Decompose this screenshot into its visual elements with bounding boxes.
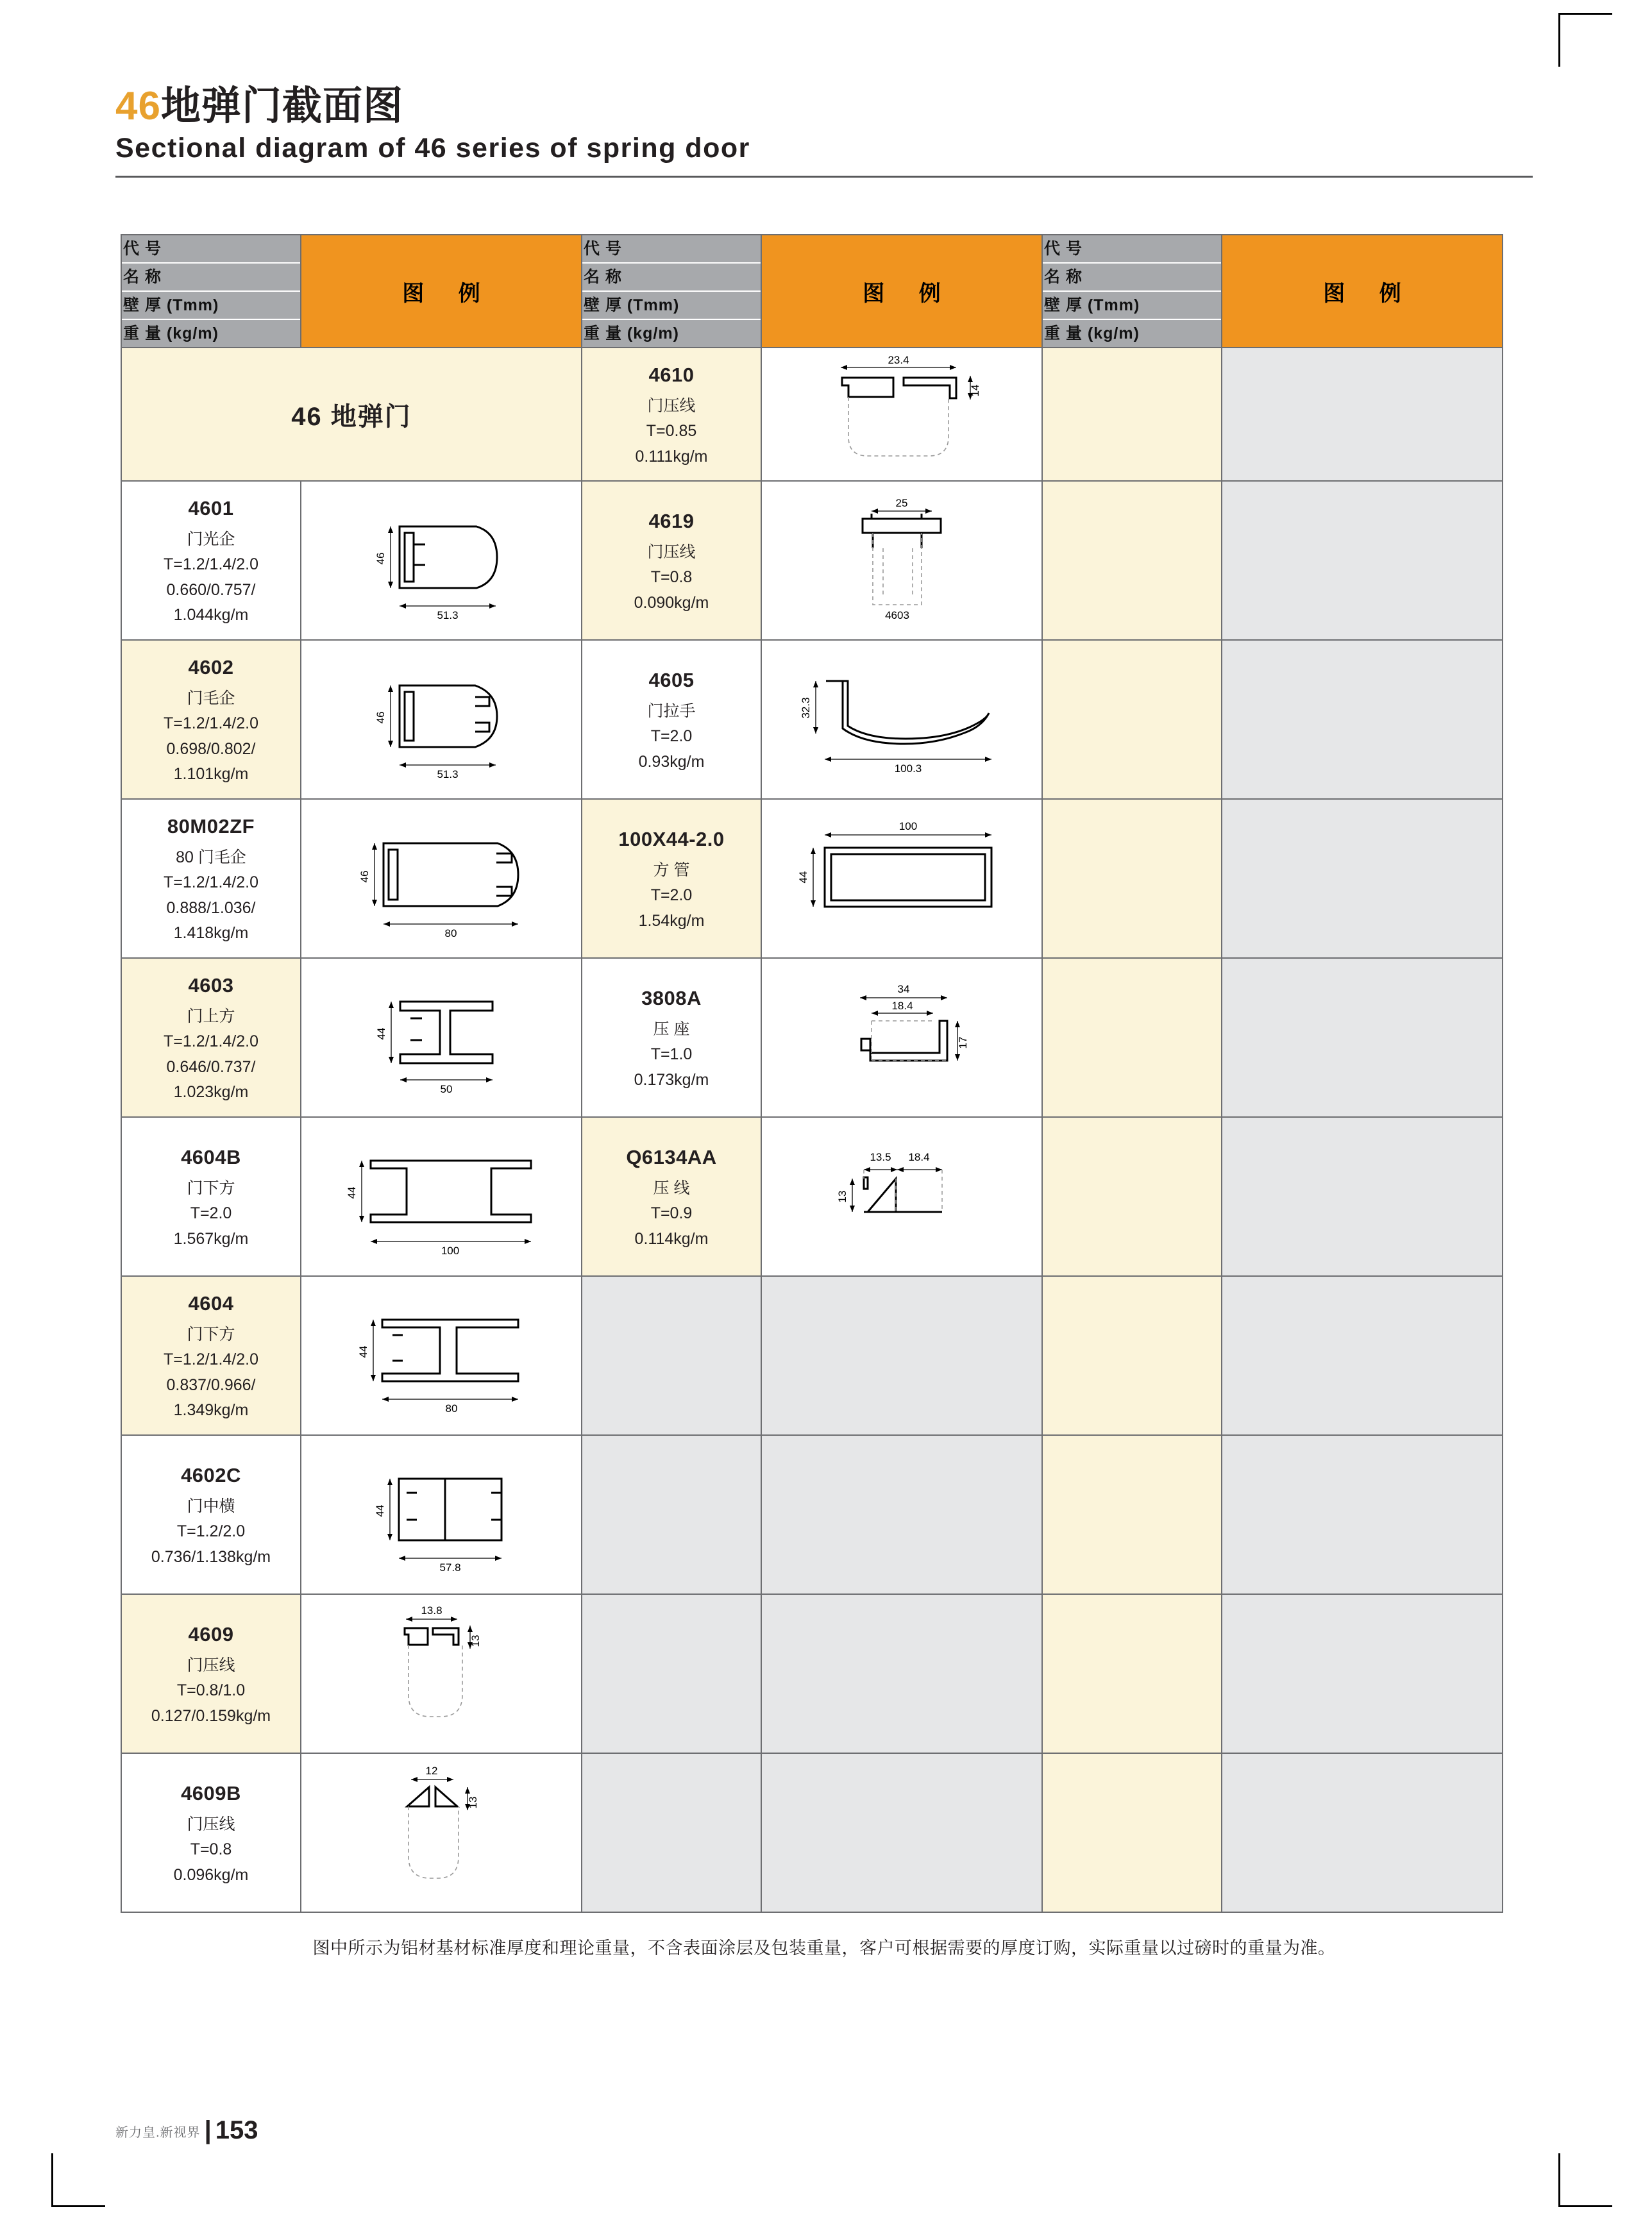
svg-text:100: 100: [441, 1245, 460, 1257]
figure-4604: [301, 1276, 582, 1435]
header-name: 名 称: [1043, 264, 1221, 292]
item-weight-2: 1.101kg/m: [173, 765, 249, 784]
table-row: [121, 348, 1503, 481]
cell-code-4605: [582, 640, 761, 799]
svg-text:34: 34: [897, 983, 910, 996]
svg-text:18.4: 18.4: [908, 1151, 930, 1164]
svg-text:13: 13: [836, 1190, 848, 1203]
item-weight: 0.736/1.138kg/m: [151, 1547, 271, 1566]
item-thickness: T=2.0: [650, 727, 693, 746]
footer-brand: 新力皇.新视界: [115, 2126, 201, 2140]
figure-4602: [301, 640, 582, 799]
item-code: 4605: [648, 668, 695, 691]
item-code: 4603: [188, 973, 234, 996]
item-name: 门下方: [187, 1179, 235, 1197]
cell-code-4602: [121, 640, 301, 799]
table-header-row: [121, 235, 1503, 348]
item-weight: 1.567kg/m: [173, 1229, 249, 1248]
item-weight: 0.111kg/m: [635, 447, 708, 466]
header-figure-2: 图 例: [761, 235, 1042, 348]
item-name: 门毛企: [187, 689, 235, 707]
header-labels-1: [121, 235, 301, 348]
item-code: 4604: [188, 1291, 234, 1315]
table-row: [121, 1594, 1503, 1753]
svg-text:44: 44: [346, 1186, 358, 1199]
figure-empty: [1222, 1435, 1503, 1594]
item-thickness: T=1.2/1.4/2.0: [163, 1350, 259, 1369]
figure-4602C: [301, 1435, 582, 1594]
header-figure-1: 图 例: [301, 235, 582, 348]
figure-empty: [1222, 958, 1503, 1117]
svg-text:44: 44: [374, 1504, 386, 1517]
item-weight-1: 0.888/1.036/: [166, 898, 256, 917]
item-code: 4602C: [181, 1463, 241, 1486]
item-code: 100X44-2.0: [618, 827, 725, 850]
item-thickness: T=1.2/2.0: [176, 1522, 246, 1541]
item-name: 门拉手: [647, 702, 696, 720]
item-weight: 0.93kg/m: [638, 752, 705, 771]
item-name: 门压线: [187, 1656, 235, 1674]
header-weight: 重 量 (kg/m): [123, 324, 219, 343]
item-weight-2: 1.349kg/m: [173, 1401, 249, 1420]
item-weight-1: 0.837/0.966/: [166, 1375, 256, 1394]
item-thickness: T=2.0: [190, 1204, 232, 1223]
figure-4603: [301, 958, 582, 1117]
svg-text:44: 44: [797, 871, 809, 884]
cell-code-empty: [1042, 481, 1222, 640]
figure-4605: [761, 640, 1042, 799]
cell-code-empty: [1042, 1276, 1222, 1435]
cell-code-empty: [582, 1435, 761, 1594]
crop-mark: [51, 2205, 105, 2207]
cell-code-empty: [582, 1753, 761, 1912]
item-name: 门压线: [647, 396, 696, 415]
item-thickness: T=0.8: [190, 1840, 232, 1859]
cell-code-empty: [1042, 1594, 1222, 1753]
cell-code-empty: [1042, 348, 1222, 481]
svg-text:25: 25: [895, 496, 908, 509]
cell-code-empty: [582, 1594, 761, 1753]
svg-text:80: 80: [444, 927, 457, 940]
item-code: 4609B: [181, 1781, 241, 1804]
svg-text:100.3: 100.3: [894, 762, 922, 775]
item-thickness: T=1.2/1.4/2.0: [163, 555, 259, 574]
cell-code-4602C: [121, 1435, 301, 1594]
table-row: [121, 481, 1503, 640]
spec-table: [121, 234, 1503, 1913]
crop-mark: [1558, 13, 1560, 67]
svg-text:14: 14: [969, 384, 981, 397]
svg-text:18.4: 18.4: [891, 1000, 913, 1013]
item-code: 4619: [648, 509, 695, 532]
header-name: 名 称: [582, 264, 761, 292]
item-weight-2: 1.044kg/m: [173, 606, 249, 625]
svg-text:46: 46: [375, 552, 387, 565]
svg-text:50: 50: [440, 1083, 453, 1096]
svg-text:80: 80: [445, 1402, 458, 1415]
item-thickness: T=1.2/1.4/2.0: [163, 714, 259, 733]
figure-Q6134AA: [761, 1117, 1042, 1276]
item-name: 门光企: [187, 530, 235, 548]
cell-code-80M02ZF: [121, 799, 301, 958]
figure-empty: [761, 1435, 1042, 1594]
item-weight: 1.54kg/m: [638, 911, 705, 930]
item-code: 80M02ZF: [167, 814, 255, 837]
header-thickness: 壁 厚 (Tmm): [582, 292, 761, 320]
figure-empty: [761, 1276, 1042, 1435]
svg-text:51.3: 51.3: [437, 768, 459, 781]
figure-empty: [1222, 1594, 1503, 1753]
figure-100x44: [761, 799, 1042, 958]
item-thickness: T=1.2/1.4/2.0: [163, 1032, 259, 1051]
item-code: Q6134AA: [626, 1145, 717, 1168]
header-labels-2: [582, 235, 761, 348]
item-thickness: T=0.8: [650, 568, 693, 587]
header-thickness: 壁 厚 (Tmm): [122, 292, 300, 320]
svg-text:44: 44: [375, 1027, 387, 1040]
item-thickness: T=1.0: [650, 1045, 693, 1064]
item-weight: 0.127/0.159kg/m: [151, 1706, 271, 1725]
item-name: 80 门毛企: [176, 848, 246, 866]
item-thickness: T=0.9: [650, 1204, 693, 1223]
cell-code-empty: [1042, 799, 1222, 958]
cell-code-4604: [121, 1276, 301, 1435]
item-name: 门上方: [187, 1007, 235, 1025]
item-name: 门压线: [647, 542, 696, 561]
item-thickness: T=0.85: [646, 422, 697, 441]
item-thickness: T=2.0: [650, 886, 693, 905]
figure-4610: [761, 348, 1042, 481]
item-name: 门中横: [187, 1497, 235, 1515]
item-thickness: T=1.2/1.4/2.0: [163, 873, 259, 892]
figure-4609B: [301, 1753, 582, 1912]
svg-text:100: 100: [898, 820, 918, 833]
cell-code-empty: [1042, 1435, 1222, 1594]
svg-text:46: 46: [375, 711, 387, 724]
cell-code-4609B: [121, 1753, 301, 1912]
item-name: 方 管: [653, 861, 690, 879]
header-code: 代 号: [1043, 235, 1221, 264]
figure-4601: [301, 481, 582, 640]
svg-text:17: 17: [957, 1036, 969, 1049]
table-row: [121, 1117, 1503, 1276]
item-weight-2: 1.023kg/m: [173, 1083, 249, 1102]
figure-80M02ZF: [301, 799, 582, 958]
item-code: 4601: [188, 496, 234, 519]
table-row: [121, 1753, 1503, 1912]
crop-mark: [1558, 2205, 1612, 2207]
header-weight: 重 量 (kg/m): [584, 324, 679, 343]
table-row: [121, 799, 1503, 958]
cell-code-empty: [1042, 1117, 1222, 1276]
figure-3808A: [761, 958, 1042, 1117]
item-code: 4602: [188, 655, 234, 678]
item-name: 压 座: [653, 1020, 690, 1038]
figure-empty: [1222, 799, 1503, 958]
item-weight-2: 1.418kg/m: [173, 924, 249, 943]
table-row: [121, 1435, 1503, 1594]
figure-empty: [761, 1753, 1042, 1912]
item-weight: 0.114kg/m: [634, 1229, 709, 1248]
figure-4604B: [301, 1117, 582, 1276]
svg-text:46: 46: [358, 870, 371, 883]
svg-text:32.3: 32.3: [800, 697, 812, 719]
item-weight-1: 0.646/0.737/: [166, 1057, 256, 1076]
item-weight: 0.096kg/m: [173, 1865, 249, 1884]
page-subtitle: Sectional diagram of 46 series of spring door: [115, 133, 750, 164]
cell-code-4610: [582, 348, 761, 481]
item-name: 压 线: [653, 1179, 690, 1197]
header-code: 代 号: [122, 235, 300, 264]
header-figure-3: 图 例: [1222, 235, 1503, 348]
figure-empty: [1222, 348, 1503, 481]
footer-separator: |: [204, 2116, 212, 2144]
figure-empty: [761, 1594, 1042, 1753]
cell-code-100X44: [582, 799, 761, 958]
item-name: 门压线: [187, 1815, 235, 1833]
svg-text:13.5: 13.5: [870, 1151, 891, 1164]
title-number: 46: [115, 84, 161, 128]
table-row: [121, 1276, 1503, 1435]
footnote: 图中所示为铝材基材标准厚度和理论重量，不含表面涂层及包装重量，客户可根据需要的厚度订购，实际重量以过磅时的重量为准。: [312, 1938, 1336, 1958]
header-code: 代 号: [582, 235, 761, 264]
item-thickness: T=0.8/1.0: [176, 1681, 246, 1700]
crop-mark: [51, 2153, 53, 2207]
item-weight-1: 0.660/0.757/: [166, 580, 256, 599]
svg-text:23.4: 23.4: [888, 354, 909, 367]
page-title: [115, 83, 1533, 129]
header-thickness: 壁 厚 (Tmm): [1043, 292, 1221, 320]
cell-code-4609: [121, 1594, 301, 1753]
cell-code-4604B: [121, 1117, 301, 1276]
cell-code-4603: [121, 958, 301, 1117]
svg-text:13.8: 13.8: [421, 1604, 442, 1617]
figure-ref-label: 4603: [885, 609, 909, 621]
cell-code-4601: [121, 481, 301, 640]
item-code: 4610: [648, 363, 695, 386]
svg-text:12: 12: [425, 1765, 438, 1778]
table-row: [121, 640, 1503, 799]
item-weight: 0.090kg/m: [634, 593, 709, 612]
document-content: [115, 83, 1533, 1962]
header-name: 名 称: [122, 264, 300, 292]
cell-code-empty: [582, 1276, 761, 1435]
figure-empty: [1222, 1276, 1503, 1435]
item-name: 门下方: [187, 1325, 235, 1343]
title-divider: [115, 176, 1533, 178]
item-code: 3808A: [641, 986, 702, 1009]
svg-text:51.3: 51.3: [437, 609, 459, 622]
cell-code-empty: [1042, 1753, 1222, 1912]
cell-code-empty: [1042, 958, 1222, 1117]
item-code: 4609: [188, 1622, 234, 1645]
figure-empty: [1222, 1117, 1503, 1276]
figure-empty: [1222, 481, 1503, 640]
svg-text:13: 13: [467, 1796, 479, 1809]
figure-4609: [301, 1594, 582, 1753]
header-weight: 重 量 (kg/m): [1044, 324, 1140, 343]
item-code: 4604B: [181, 1145, 241, 1168]
page-footer: [115, 2117, 258, 2143]
figure-empty: [1222, 640, 1503, 799]
svg-text:57.8: 57.8: [439, 1561, 461, 1574]
cell-code-4619: [582, 481, 761, 640]
cell-code-Q6134AA: [582, 1117, 761, 1276]
figure-4619: [761, 481, 1042, 640]
crop-mark: [1558, 13, 1612, 15]
title-cn-text: 地弹门截面图: [160, 84, 403, 128]
section-banner: 46 地弹门: [121, 348, 582, 481]
cell-code-empty: [1042, 640, 1222, 799]
crop-mark: [1558, 2153, 1560, 2207]
table-row: [121, 958, 1503, 1117]
figure-empty: [1222, 1753, 1503, 1912]
header-labels-3: [1042, 235, 1222, 348]
svg-text:13: 13: [469, 1635, 482, 1647]
page-number: 153: [215, 2116, 258, 2144]
item-weight-1: 0.698/0.802/: [166, 739, 256, 758]
svg-text:44: 44: [357, 1345, 369, 1358]
item-weight: 0.173kg/m: [634, 1070, 709, 1089]
cell-code-3808A: [582, 958, 761, 1117]
